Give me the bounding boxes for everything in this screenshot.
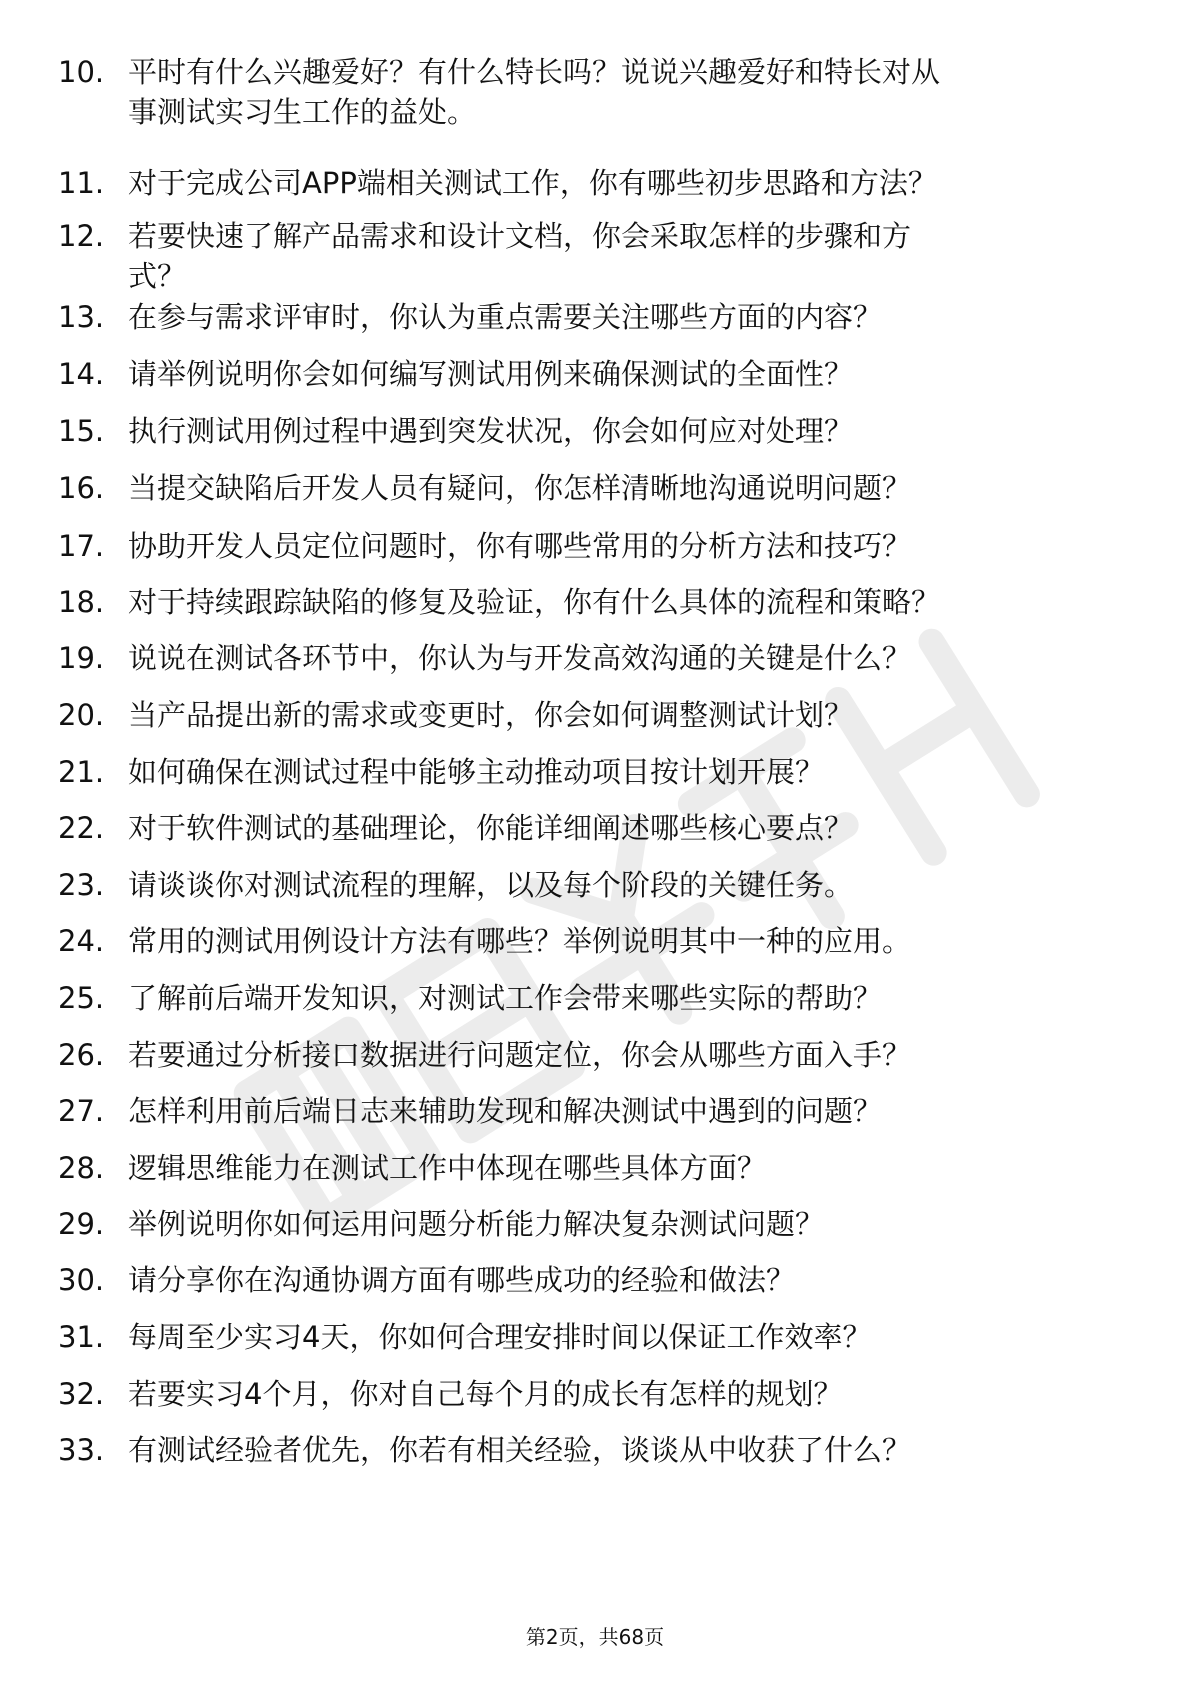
question-text	[128, 297, 1108, 337]
question-number: 12.	[58, 219, 105, 253]
question-text	[128, 638, 1108, 678]
question-text	[128, 752, 1108, 792]
question-text-line: 当提交缺陷后开发人员有疑问，你怎样清晰地沟通说明问题？	[128, 471, 912, 505]
question-number: 11.	[58, 166, 105, 200]
question-number: 24.	[58, 924, 105, 958]
question-number: 16.	[58, 471, 105, 505]
question-text	[128, 411, 1108, 451]
question-text	[128, 1374, 1108, 1414]
question-number: 19.	[58, 641, 105, 675]
question-text-line: 对于持续跟踪缺陷的修复及验证，你有什么具体的流程和策略？	[128, 585, 941, 619]
question-number: 26.	[58, 1038, 105, 1072]
question-text-line: 怎样利用前后端日志来辅助发现和解决测试中遇到的问题？	[128, 1094, 883, 1128]
question-number: 18.	[58, 585, 105, 619]
question-text-line: 逻辑思维能力在测试工作中体现在哪些具体方面？	[128, 1151, 767, 1185]
question-number: 17.	[58, 529, 105, 563]
question-text	[128, 468, 1108, 508]
question-text	[128, 1430, 1108, 1470]
question-number: 10.	[58, 55, 105, 89]
question-text-line: 了解前后端开发知识，对测试工作会带来哪些实际的帮助？	[128, 981, 883, 1015]
question-text	[128, 354, 1108, 394]
question-text	[128, 1091, 1108, 1131]
question-text-line: 在参与需求评审时，你认为重点需要关注哪些方面的内容？	[128, 300, 883, 334]
question-text-line: 当产品提出新的需求或变更时，你会如何调整测试计划？	[128, 698, 854, 732]
question-text	[128, 52, 1108, 132]
question-text	[128, 1317, 1108, 1357]
question-text	[128, 695, 1108, 735]
question-text-line: 若要实习4个月，你对自己每个月的成长有怎样的规划？	[128, 1377, 843, 1411]
question-text-line: 对于完成公司APP端相关测试工作，你有哪些初步思路和方法？	[128, 166, 937, 200]
question-text-line: 平时有什么兴趣爱好？有什么特长吗？说说兴趣爱好和特长对从	[128, 55, 941, 89]
question-text	[128, 865, 1108, 905]
question-text-line: 如何确保在测试过程中能够主动推动项目按计划开展？	[128, 755, 825, 789]
question-text-line: 每周至少实习4天，你如何合理安排时间以保证工作效率？	[128, 1320, 872, 1354]
question-text	[128, 808, 1108, 848]
question-number: 14.	[58, 357, 105, 391]
question-number: 30.	[58, 1263, 105, 1297]
page-footer: 第2页，共68页	[525, 1625, 665, 1649]
question-number: 20.	[58, 698, 105, 732]
question-number: 21.	[58, 755, 105, 789]
question-text-line: 式？	[128, 259, 187, 293]
question-text-line: 事测试实习生工作的益处。	[128, 95, 477, 129]
question-number: 32.	[58, 1377, 105, 1411]
question-number: 27.	[58, 1094, 105, 1128]
question-number: 15.	[58, 414, 105, 448]
question-text	[128, 582, 1108, 622]
question-text	[128, 216, 1108, 296]
question-text-line: 请分享你在沟通协调方面有哪些成功的经验和做法？	[128, 1263, 796, 1297]
question-number: 28.	[58, 1151, 105, 1185]
question-text-line: 说说在测试各环节中，你认为与开发高效沟通的关键是什么？	[128, 641, 912, 675]
question-number: 25.	[58, 981, 105, 1015]
question-text-line: 有测试经验者优先，你若有相关经验，谈谈从中收获了什么？	[128, 1433, 912, 1467]
question-text	[128, 163, 1108, 203]
question-text-line: 常用的测试用例设计方法有哪些？举例说明其中一种的应用。	[128, 924, 912, 958]
question-text-line: 举例说明你如何运用问题分析能力解决复杂测试问题？	[128, 1207, 825, 1241]
question-number: 31.	[58, 1320, 105, 1354]
question-text	[128, 921, 1108, 961]
question-text-line: 协助开发人员定位问题时，你有哪些常用的分析方法和技巧？	[128, 529, 912, 563]
question-text-line: 请举例说明你会如何编写测试用例来确保测试的全面性？	[128, 357, 854, 391]
question-text	[128, 1035, 1108, 1075]
question-text	[128, 526, 1108, 566]
question-text-line: 对于软件测试的基础理论，你能详细阐述哪些核心要点？	[128, 811, 854, 845]
question-number: 33.	[58, 1433, 105, 1467]
question-text-line: 请谈谈你对测试流程的理解，以及每个阶段的关键任务。	[128, 868, 854, 902]
question-text	[128, 1204, 1108, 1244]
question-text-line: 执行测试用例过程中遇到突发状况，你会如何应对处理？	[128, 414, 854, 448]
question-text	[128, 978, 1108, 1018]
question-number: 22.	[58, 811, 105, 845]
question-text-line: 若要通过分析接口数据进行问题定位，你会从哪些方面入手？	[128, 1038, 912, 1072]
question-text	[128, 1260, 1108, 1300]
question-number: 29.	[58, 1207, 105, 1241]
question-text	[128, 1148, 1108, 1188]
question-text-line: 若要快速了解产品需求和设计文档，你会采取怎样的步骤和方	[128, 219, 912, 253]
question-number: 23.	[58, 868, 105, 902]
question-number: 13.	[58, 300, 105, 334]
